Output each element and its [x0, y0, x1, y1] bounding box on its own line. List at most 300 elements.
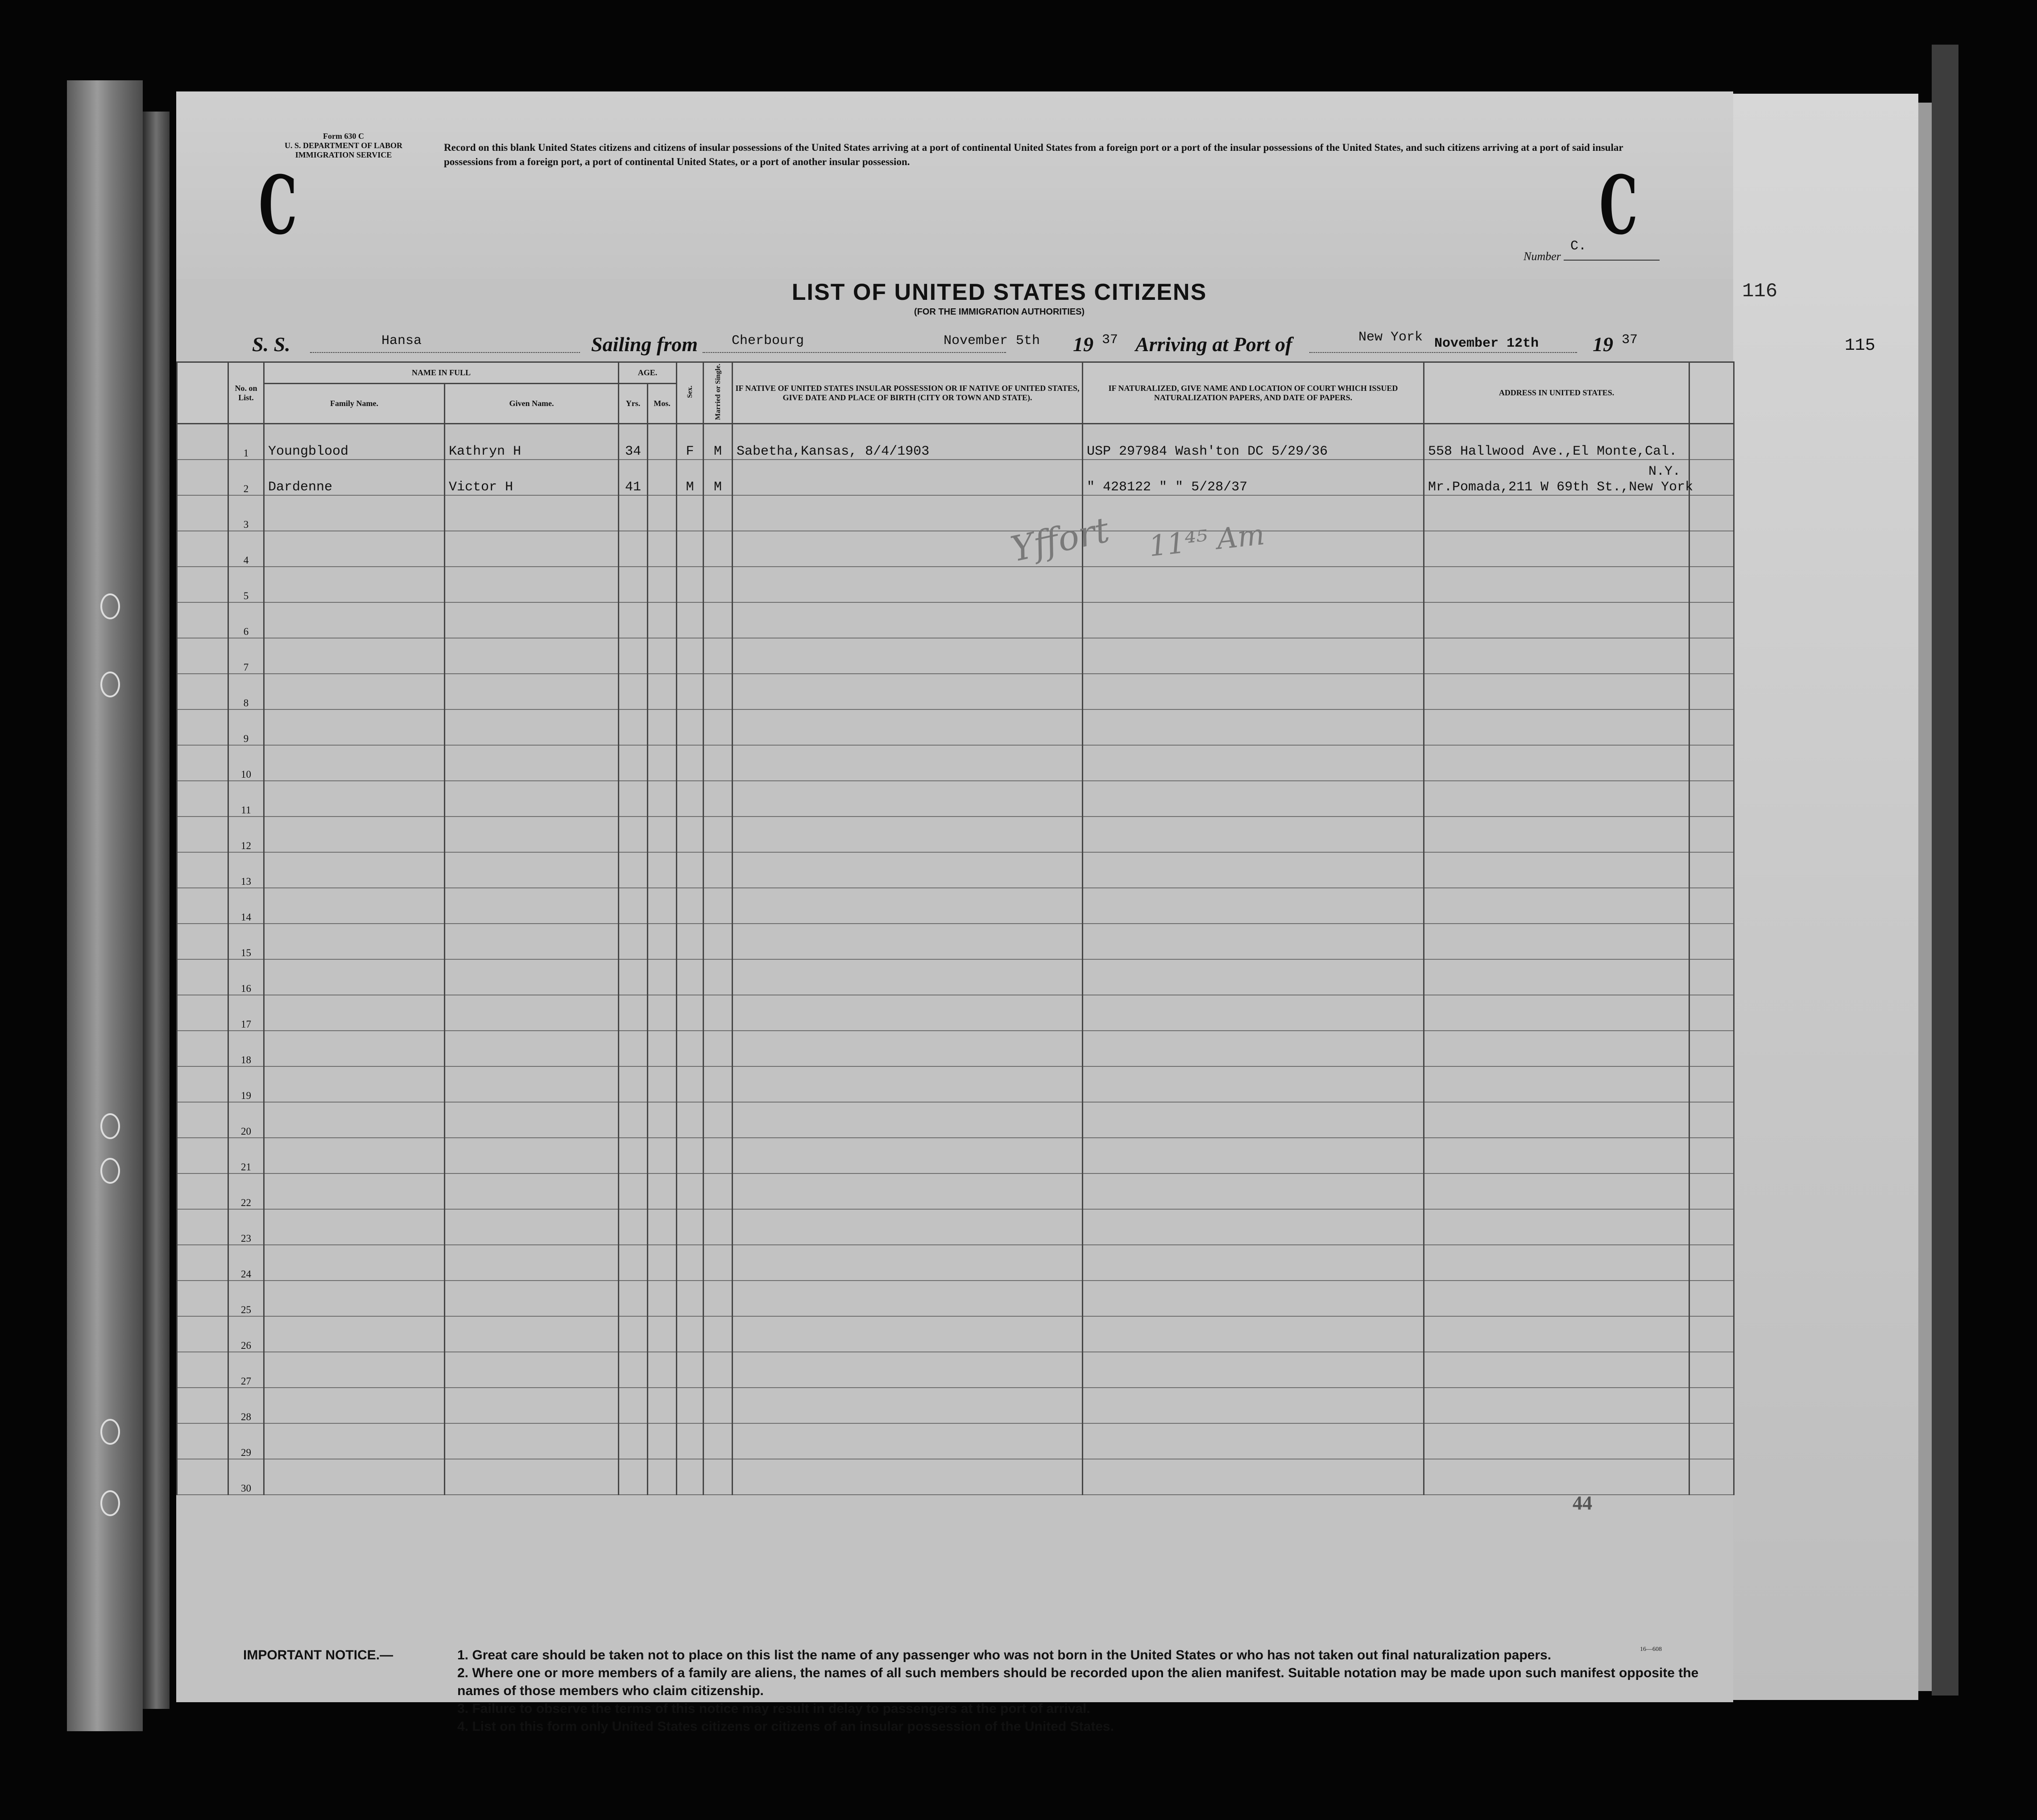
age-months-cell [648, 1281, 677, 1316]
given-name-cell [445, 745, 619, 781]
row-number: 13 [228, 852, 264, 888]
marital-status-cell [704, 1102, 733, 1138]
address-header: ADDRESS IN UNITED STATES. [1424, 362, 1689, 424]
address-cell [1424, 888, 1689, 924]
age-years-cell [619, 495, 648, 531]
sex-cell [677, 888, 704, 924]
age-months-cell [648, 1459, 677, 1495]
sex-cell [677, 1031, 704, 1066]
row-number: 29 [228, 1423, 264, 1459]
notice-item-1: 1. Great care should be taken not to place on this list the name of any passenger who was not born in the United States or who has not taken out final naturalization papers. [457, 1648, 1552, 1662]
header-zone [176, 91, 1733, 279]
row-number: 24 [228, 1245, 264, 1281]
given-name-cell [445, 709, 619, 745]
naturalization-cell [1083, 1245, 1424, 1281]
address-cell [1424, 674, 1689, 709]
age-months-cell [648, 1245, 677, 1281]
given-name-cell [445, 1173, 619, 1209]
extra-cell [1689, 1102, 1734, 1138]
margin-cell [177, 888, 228, 924]
punch-hole-icon [100, 672, 120, 697]
table-row [177, 1245, 1734, 1281]
naturalization-cell [1083, 709, 1424, 745]
family-name-cell [264, 888, 445, 924]
margin-cell [177, 817, 228, 852]
family-name-cell [264, 1352, 445, 1388]
birth-place-cell [733, 1316, 1083, 1352]
table-row [177, 495, 1734, 531]
table-row [177, 1316, 1734, 1352]
margin-cell [177, 1245, 228, 1281]
extra-cell [1689, 424, 1734, 460]
family-name-cell [264, 995, 445, 1031]
sailing-label: Sailing from [591, 333, 698, 356]
address-cell [1424, 817, 1689, 852]
margin-cell [177, 1138, 228, 1173]
age-years-cell [619, 1245, 648, 1281]
extra-cell [1689, 995, 1734, 1031]
sex-cell [677, 567, 704, 602]
address-cell [1424, 781, 1689, 817]
birth-place-cell [733, 852, 1083, 888]
given-name-cell [445, 924, 619, 959]
table-row [177, 460, 1734, 495]
extra-cell [1689, 1245, 1734, 1281]
address-cell [1424, 924, 1689, 959]
age-years-cell [619, 1066, 648, 1102]
sex-cell [677, 781, 704, 817]
row-number: 17 [228, 995, 264, 1031]
notice-items [457, 1646, 1706, 1736]
sex-cell [677, 1459, 704, 1495]
row-number: 14 [228, 888, 264, 924]
number-label: Number [1524, 250, 1561, 263]
age-months-cell [648, 1388, 677, 1423]
address-cell [1424, 460, 1693, 495]
margin-cell [177, 1066, 228, 1102]
table-row [177, 531, 1734, 567]
address-cell [1424, 1031, 1689, 1066]
age-years-cell [619, 888, 648, 924]
row-number: 21 [228, 1138, 264, 1173]
stamp-number: 44 [1573, 1492, 1592, 1514]
handwritten-annotation: Yffort [1007, 510, 1113, 570]
table-row [177, 1066, 1734, 1102]
table-row [177, 1459, 1734, 1495]
address-cell [1424, 959, 1689, 995]
birth-place-cell [733, 567, 1083, 602]
extra-cell [1689, 567, 1734, 602]
given-name-cell [445, 495, 619, 531]
given-name-cell [445, 781, 619, 817]
number-underline [1564, 260, 1660, 261]
row-number: 30 [228, 1459, 264, 1495]
address-text: Mr.Pomada,211 W 69th St.,New York [1428, 480, 1693, 495]
age-years-cell [619, 638, 648, 674]
arrival-year: 37 [1622, 332, 1638, 348]
given-name-cell [445, 959, 619, 995]
address-cell [1424, 1138, 1689, 1173]
punch-hole-icon [100, 1158, 120, 1184]
table-row [177, 1423, 1734, 1459]
age-years-cell [619, 924, 648, 959]
sex-cell [677, 638, 704, 674]
naturalization-cell [1083, 567, 1424, 602]
extra-cell [1689, 781, 1734, 817]
sex-cell [677, 674, 704, 709]
extra-header [1689, 362, 1734, 424]
extra-cell [1689, 674, 1734, 709]
marital-status-cell [704, 1459, 733, 1495]
marital-status-cell [704, 1281, 733, 1316]
extra-cell [1689, 1352, 1734, 1388]
address-cell [1424, 602, 1689, 638]
age-years-cell [619, 959, 648, 995]
age-months-cell [648, 817, 677, 852]
naturalization-cell [1083, 745, 1424, 781]
birth-place-cell [733, 1459, 1083, 1495]
margin-cell [177, 1102, 228, 1138]
underlying-page-edge [1918, 103, 1932, 1691]
naturalization-cell [1083, 924, 1424, 959]
row-number: 1 [228, 424, 264, 460]
arrival-dotted-line [1309, 352, 1577, 353]
age-months-cell [648, 852, 677, 888]
sex-cell [677, 1066, 704, 1102]
family-name-cell [264, 638, 445, 674]
marital-status-cell [704, 1209, 733, 1245]
page-subtitle: (FOR THE IMMIGRATION AUTHORITIES) [914, 307, 1085, 317]
age-months-cell [648, 674, 677, 709]
family-name-cell [264, 674, 445, 709]
sailing-port: Cherbourg [732, 333, 804, 348]
department-name: U. S. DEPARTMENT OF LABOR [284, 141, 403, 150]
address-cell [1424, 1423, 1689, 1459]
page-number: 115 [1845, 336, 1876, 355]
birth-place-cell [733, 1281, 1083, 1316]
birth-place-cell [733, 1209, 1083, 1245]
given-name-cell: Kathryn H [445, 424, 619, 460]
birth-place-cell [733, 460, 1083, 495]
naturalization-cell [1083, 1316, 1424, 1352]
row-number: 26 [228, 1316, 264, 1352]
sex-cell [677, 745, 704, 781]
naturalization-cell [1083, 1352, 1424, 1388]
notice-item-4: 4. List on this form only United States citizens or citizens of an insular possession of the United States. [457, 1719, 1114, 1734]
naturalization-cell [1083, 852, 1424, 888]
age-months-cell [648, 1352, 677, 1388]
family-name-cell [264, 1316, 445, 1352]
table-row [177, 602, 1734, 638]
given-name-cell: Victor H [445, 460, 619, 495]
family-name-cell [264, 817, 445, 852]
row-number: 11 [228, 781, 264, 817]
naturalization-cell [1083, 1281, 1424, 1316]
marital-status-cell [704, 745, 733, 781]
service-name: IMMIGRATION SERVICE [295, 150, 392, 159]
family-name-header: Family Name. [264, 384, 445, 424]
naturalization-cell: " 428122 " " 5/28/37 [1083, 460, 1424, 495]
binder-right-bar [1932, 45, 1958, 1696]
naturalization-cell [1083, 781, 1424, 817]
sex-cell [677, 852, 704, 888]
margin-cell [177, 959, 228, 995]
naturalization-cell [1083, 1031, 1424, 1066]
table-row [177, 1352, 1734, 1388]
margin-cell [177, 1173, 228, 1209]
sex-cell [677, 995, 704, 1031]
row-number: 8 [228, 674, 264, 709]
sex-cell [677, 924, 704, 959]
page-title: LIST OF UNITED STATES CITIZENS [791, 279, 1207, 305]
table-row [177, 1031, 1734, 1066]
naturalized-header: IF NATURALIZED, GIVE NAME AND LOCATION OF COURT WHICH ISSUED NATURALIZATION PAPERS, AND DATE OF PAPERS. [1083, 362, 1424, 424]
table-row [177, 817, 1734, 852]
marital-status-cell [704, 567, 733, 602]
arrival-port: New York [1358, 330, 1423, 345]
given-name-cell [445, 1388, 619, 1423]
family-name-cell [264, 1138, 445, 1173]
form-identifier [254, 132, 433, 160]
family-name-cell [264, 1031, 445, 1066]
given-name-cell [445, 1209, 619, 1245]
given-name-cell [445, 888, 619, 924]
family-name-cell [264, 781, 445, 817]
age-years-cell [619, 817, 648, 852]
ship-name: Hansa [381, 333, 422, 348]
address-cell [1424, 995, 1689, 1031]
margin-cell [177, 424, 228, 460]
sex-cell [677, 495, 704, 531]
extra-cell [1689, 1066, 1734, 1102]
given-name-cell [445, 531, 619, 567]
age-years-cell [619, 531, 648, 567]
naturalization-cell [1083, 995, 1424, 1031]
arrival-date: November 12th [1434, 336, 1539, 351]
family-name-cell [264, 1066, 445, 1102]
age-years-cell [619, 1173, 648, 1209]
sex-cell [677, 1209, 704, 1245]
sex-cell [677, 1316, 704, 1352]
age-years-cell [619, 674, 648, 709]
age-months-cell [648, 995, 677, 1031]
age-months-cell [648, 1066, 677, 1102]
margin-cell [177, 781, 228, 817]
age-years-cell [619, 745, 648, 781]
table-row [177, 888, 1734, 924]
table-row [177, 424, 1734, 460]
mos-header: Mos. [648, 384, 677, 424]
table-row [177, 1102, 1734, 1138]
row-number: 23 [228, 1209, 264, 1245]
given-name-cell [445, 1102, 619, 1138]
marital-status-cell [704, 959, 733, 995]
marital-status-cell [704, 1316, 733, 1352]
age-months-cell [648, 924, 677, 959]
row-number: 19 [228, 1066, 264, 1102]
table-row [177, 709, 1734, 745]
row-number: 25 [228, 1281, 264, 1316]
sailing-year-prefix: 19 [1073, 333, 1093, 356]
extra-cell [1689, 745, 1734, 781]
naturalization-cell [1083, 602, 1424, 638]
sex-header: Sex. [677, 362, 704, 424]
family-name-cell: Dardenne [264, 460, 445, 495]
extra-cell [1689, 1173, 1734, 1209]
table-row [177, 852, 1734, 888]
age-years-cell [619, 852, 648, 888]
naturalization-cell [1083, 638, 1424, 674]
form-number: Form 630 C [323, 132, 364, 141]
birth-place-cell [733, 995, 1083, 1031]
birth-place-cell [733, 817, 1083, 852]
family-name-cell [264, 852, 445, 888]
margin-cell [177, 1352, 228, 1388]
address-cell [1424, 638, 1689, 674]
table-row [177, 567, 1734, 602]
address-cell [1424, 1352, 1689, 1388]
table-row [177, 995, 1734, 1031]
margin-cell [177, 924, 228, 959]
marital-status-cell [704, 1352, 733, 1388]
table-row [177, 781, 1734, 817]
given-name-cell [445, 817, 619, 852]
sex-cell [677, 817, 704, 852]
birth-place-cell: Sabetha,Kansas, 8/4/1903 [733, 424, 1083, 460]
family-name-cell [264, 1245, 445, 1281]
birth-place-cell [733, 1031, 1083, 1066]
margin-cell [177, 1209, 228, 1245]
sex-cell [677, 1423, 704, 1459]
notice-lead: IMPORTANT NOTICE.— [243, 1648, 393, 1662]
ss-label: S. S. [252, 333, 290, 356]
marital-status-cell: M [704, 460, 733, 495]
age-months-cell [648, 495, 677, 531]
address-cell [1424, 1245, 1689, 1281]
marital-status-cell [704, 1245, 733, 1281]
family-name-cell: Youngblood [264, 424, 445, 460]
number-value: C. [1570, 239, 1587, 254]
age-years-cell [619, 1209, 648, 1245]
extra-cell [1689, 1031, 1734, 1066]
family-name-cell [264, 495, 445, 531]
table-row [177, 745, 1734, 781]
address-cell [1424, 495, 1689, 531]
address-cell [1424, 1459, 1689, 1495]
margin-cell [177, 495, 228, 531]
printer-code: 16—608 [1640, 1646, 1662, 1653]
given-name-cell [445, 1138, 619, 1173]
age-months-cell [648, 781, 677, 817]
margin-cell [177, 709, 228, 745]
marital-status-cell [704, 709, 733, 745]
sex-cell [677, 709, 704, 745]
given-name-header: Given Name. [445, 384, 619, 424]
given-name-cell [445, 1031, 619, 1066]
binder-strip [67, 80, 143, 1731]
age-months-cell [648, 1173, 677, 1209]
age-years-cell [619, 567, 648, 602]
margin-cell [177, 602, 228, 638]
naturalization-cell [1083, 1423, 1424, 1459]
margin-cell [177, 745, 228, 781]
row-number: 2 [228, 460, 264, 495]
sex-cell [677, 1388, 704, 1423]
birth-place-cell [733, 1423, 1083, 1459]
age-years-cell [619, 1138, 648, 1173]
margin-cell [177, 531, 228, 567]
family-name-cell [264, 924, 445, 959]
form-instruction: Record on this blank United States citizens and citizens of insular possessions of the United States arriving at a port of continental United States from a foreign port or a port of the insular possessions of the United States, and such citizens arriving at a port of said insular possessions from a foreign port, a port of continental United States, or a port of another insular possession. [444, 142, 1623, 167]
age-months-cell [648, 1102, 677, 1138]
address-cell [1424, 1102, 1689, 1138]
extra-cell [1689, 888, 1734, 924]
marital-status-cell [704, 1066, 733, 1102]
given-name-cell [445, 852, 619, 888]
underlying-page [1718, 94, 1918, 1700]
marital-status-cell [704, 1138, 733, 1173]
marital-status-cell: M [704, 424, 733, 460]
naturalization-cell: USP 297984 Wash'ton DC 5/29/36 [1083, 424, 1424, 460]
manifest-table [176, 361, 1735, 1495]
row-number: 22 [228, 1173, 264, 1209]
arriving-label: Arriving at Port of [1135, 333, 1292, 356]
age-months-cell [648, 602, 677, 638]
citizens-table [176, 361, 1733, 1575]
birth-place-cell [733, 781, 1083, 817]
extra-cell [1689, 1388, 1734, 1423]
extra-cell [1689, 1138, 1734, 1173]
birth-place-cell [733, 745, 1083, 781]
address-cell [1424, 852, 1689, 888]
yrs-header: Yrs. [619, 384, 648, 424]
age-months-cell [648, 567, 677, 602]
sex-cell: F [677, 424, 704, 460]
family-name-cell [264, 1281, 445, 1316]
margin-cell [177, 1031, 228, 1066]
extra-cell [1689, 817, 1734, 852]
family-name-cell [264, 959, 445, 995]
extra-cell [1689, 959, 1734, 995]
given-name-cell [445, 674, 619, 709]
table-row [177, 1388, 1734, 1423]
naturalization-cell [1083, 817, 1424, 852]
birth-place-cell [733, 888, 1083, 924]
margin-cell [177, 995, 228, 1031]
birth-place-cell [733, 709, 1083, 745]
age-group-header: AGE. [619, 362, 677, 384]
age-months-cell [648, 709, 677, 745]
address-cell [1424, 1281, 1689, 1316]
given-name-cell [445, 638, 619, 674]
family-name-cell [264, 1388, 445, 1423]
age-months-cell [648, 638, 677, 674]
marital-status-cell [704, 638, 733, 674]
family-name-cell [264, 567, 445, 602]
naturalization-cell [1083, 959, 1424, 995]
age-months-cell [648, 1031, 677, 1066]
sex-cell [677, 959, 704, 995]
arrival-year-prefix: 19 [1593, 333, 1613, 356]
family-name-cell [264, 709, 445, 745]
row-number: 28 [228, 1388, 264, 1423]
address-cell [1424, 1316, 1689, 1352]
handwritten-time: 11⁴⁵ Am [1147, 518, 1267, 564]
age-years-cell [619, 781, 648, 817]
family-name-cell [264, 1102, 445, 1138]
row-number: 15 [228, 924, 264, 959]
given-name-cell [445, 567, 619, 602]
